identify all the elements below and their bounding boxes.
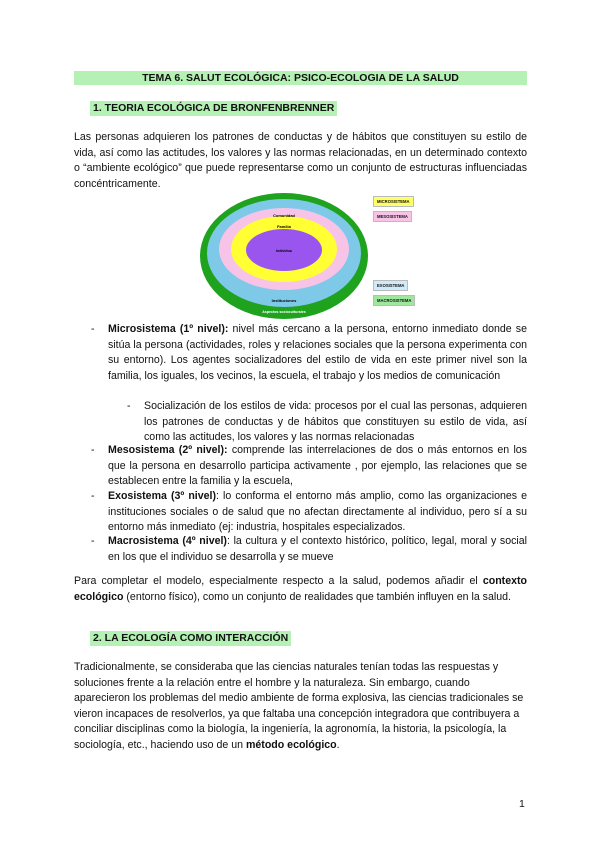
closing-text-before: Para completar el modelo, especialmente respecto a la salud, podemos añadir el <box>74 575 483 587</box>
sub-bullet-dash: - <box>127 400 131 412</box>
section-2-heading: 2. LA ECOLOGÍA COMO INTERACCIÓN <box>90 631 291 646</box>
closing-term: contexto ecológico <box>74 575 527 603</box>
legend-macrosistema: MACROSISTEMA <box>373 295 415 306</box>
section-1-intro: Las personas adquieren los patrones de conductas y de hábitos que constituyen su estilo de vida, así como las actitudes, los valores y las normas relacionadas, en un determinado contexto o “ambiente ecológico” que puede representarse como un conjunto de estructuras influenciadas concéntricamente. <box>74 131 527 190</box>
bullet-macrosistema <box>108 534 527 565</box>
page-number: 1 <box>519 798 525 810</box>
section-2-text: Tradicionalmente, se consideraba que las ciencias naturales tenían todas las respuestas y soluciones frente a la relación entre el hombre y la naturaleza. Sin embargo, cuando aparecieron los problemas del medio ambiente de forma explosiva, las ciencias tradicionales se vieron incapaces de resolverlos, ya que faltaba una concepción integradora que contribuyera a conciliar disciplinas como la biología, la ingeniería, la agronomía, la historia, la psicología, la sociología, etc., haciendo uso de un <box>74 661 524 751</box>
bullet-dash: - <box>91 535 95 547</box>
text-mesosistema: comprende las interrelaciones de dos o más entornos en los que la persona en desarrollo participa activamente , por ejemplo, las relaciones que se establecen entre la familia y la escuela, <box>108 444 527 487</box>
term-macrosistema: Macrosistema (4º nivel) <box>108 535 227 547</box>
section-2-paragraph <box>74 660 527 753</box>
closing-paragraph <box>74 574 527 605</box>
closing-text-after: (entorno físico), como un conjunto de realidades que también influyen en la salud. <box>123 590 511 603</box>
term-mesosistema: Mesosistema (2º nivel): <box>108 444 228 456</box>
text-exosistema: : lo conforma el entorno más amplio, como las organizaciones e instituciones sociales o de salud que no afectan directamente al individuo, pero sí a su entorno más inmediato (ej: industria, hospitales especializados. <box>108 490 528 533</box>
bullet-exosistema <box>108 489 527 536</box>
ring-label-instituciones: Instituciones <box>271 298 297 303</box>
section-2-term: método ecológico <box>245 738 337 751</box>
bullet-dash: - <box>91 490 95 502</box>
bullet-mesosistema <box>108 443 527 490</box>
ring-label-comunidad: Comunidad <box>273 213 295 218</box>
sub-bullet-socializacion: Socialización de los estilos de vida: procesos por el cual las personas, adquieren los patrones de conductas y de hábitos que constituyen su estilo de vida, así como las actitudes, los valores y las normas relacionadas <box>144 400 527 443</box>
document-title: TEMA 6. SALUT ECOLÓGICA: PSICO-ECOLOGIA DE LA SALUD <box>74 71 527 85</box>
legend-microsistema: MICROSISTEMA <box>373 196 414 207</box>
ring-label-macro: Aspectos socioculturales <box>262 310 306 314</box>
section-1-heading: 1. TEORIA ECOLÓGICA DE BRONFENBRENNER <box>90 101 337 116</box>
term-exosistema: Exosistema (3º nivel) <box>108 490 216 502</box>
text-macrosistema: : la cultura y el contexto histórico, político, legal, moral y social en los que el individuo se desarrolla y se mueve <box>108 535 527 563</box>
legend-exosistema: EXOSISTEMA <box>373 280 408 291</box>
bullet-dash: - <box>91 444 95 456</box>
term-microsistema: Microsistema (1º nivel): <box>108 323 229 335</box>
ring-label-individuo: Individuo <box>276 249 292 253</box>
bullet-dash: - <box>91 323 95 335</box>
ring-label-familia: Familia <box>277 224 291 229</box>
bullet-microsistema <box>108 322 527 384</box>
legend-mesosistema: MESOSISTEMA <box>373 211 412 222</box>
text-microsistema: nivel más cercano a la persona, entorno inmediato donde se sitúa la persona (actividades, roles y relaciones sociales que la persona experimenta con su entorno). Los agentes socializadores del estilo de vida en este primer nivel son la familia, los iguales, los vecinos, la escuela, el trabajo y los medios de comunicación <box>108 323 527 382</box>
section-2-end: . <box>336 738 340 751</box>
